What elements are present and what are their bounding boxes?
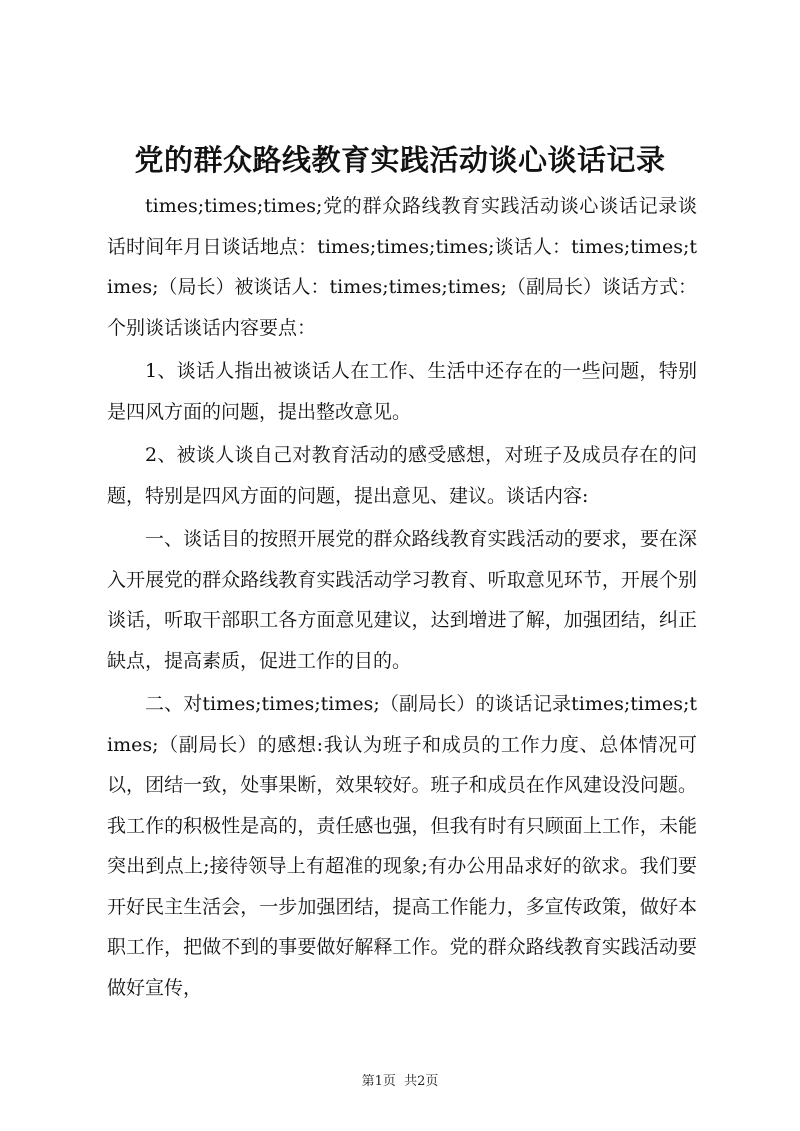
paragraph-section-2: 二、对times;times;times;（副局长）的谈话记录times;times;times;（副局长）的感想:我认为班子和成员的工作力度、总体情况可以，团结一致，处事果断，效果较好。班子和成员在作风建设没问题。我工作的积极性是高的，责任感也强，但我有时有只顾面上工作，未能突出到点上;接待领导上有超准的现象;有办公用品求好的欲求。我们要开好民主生活会，一步加强团结，提高工作能力，多宣传政策，做好本职工作，把做不到的事要做好解释工作。党的群众路线教育实践活动要做好宣传， (107, 693, 697, 999)
paragraph-header-info: times;times;times;党的群众路线教育实践活动谈心谈话记录谈话时间年月日谈话地点：times;times;times;谈话人：times;times;times;（局长）被谈话人：times;times;times;（副局长）谈话方式：个别谈话谈话内容要点： (107, 195, 697, 339)
paragraph-point-1: 1、谈话人指出被谈话人在工作、生活中还存在的一些问题，特别是四风方面的问题，提出整改意见。 (107, 360, 697, 423)
document-title: 党的群众路线教育实践活动谈心谈话记录 (134, 143, 666, 177)
paragraph-point-2: 2、被谈人谈自己对教育活动的感受感想，对班子及成员存在的问题，特别是四风方面的问题，提出意见、建议。谈话内容: (107, 444, 697, 507)
document-body (107, 186, 697, 1011)
paragraph-section-1: 一、谈话目的按照开展党的群众路线教育实践活动的要求，要在深入开展党的群众路线教育实践活动学习教育、听取意见环节，开展个别谈话，听取干部职工各方面意见建议，达到增进了解，加强团结，纠正缺点，提高素质，促进工作的目的。 (107, 528, 697, 672)
page-total: 共2页 (404, 1074, 439, 1089)
page-number: 第1页 (361, 1074, 396, 1089)
page-footer (0, 1072, 800, 1092)
